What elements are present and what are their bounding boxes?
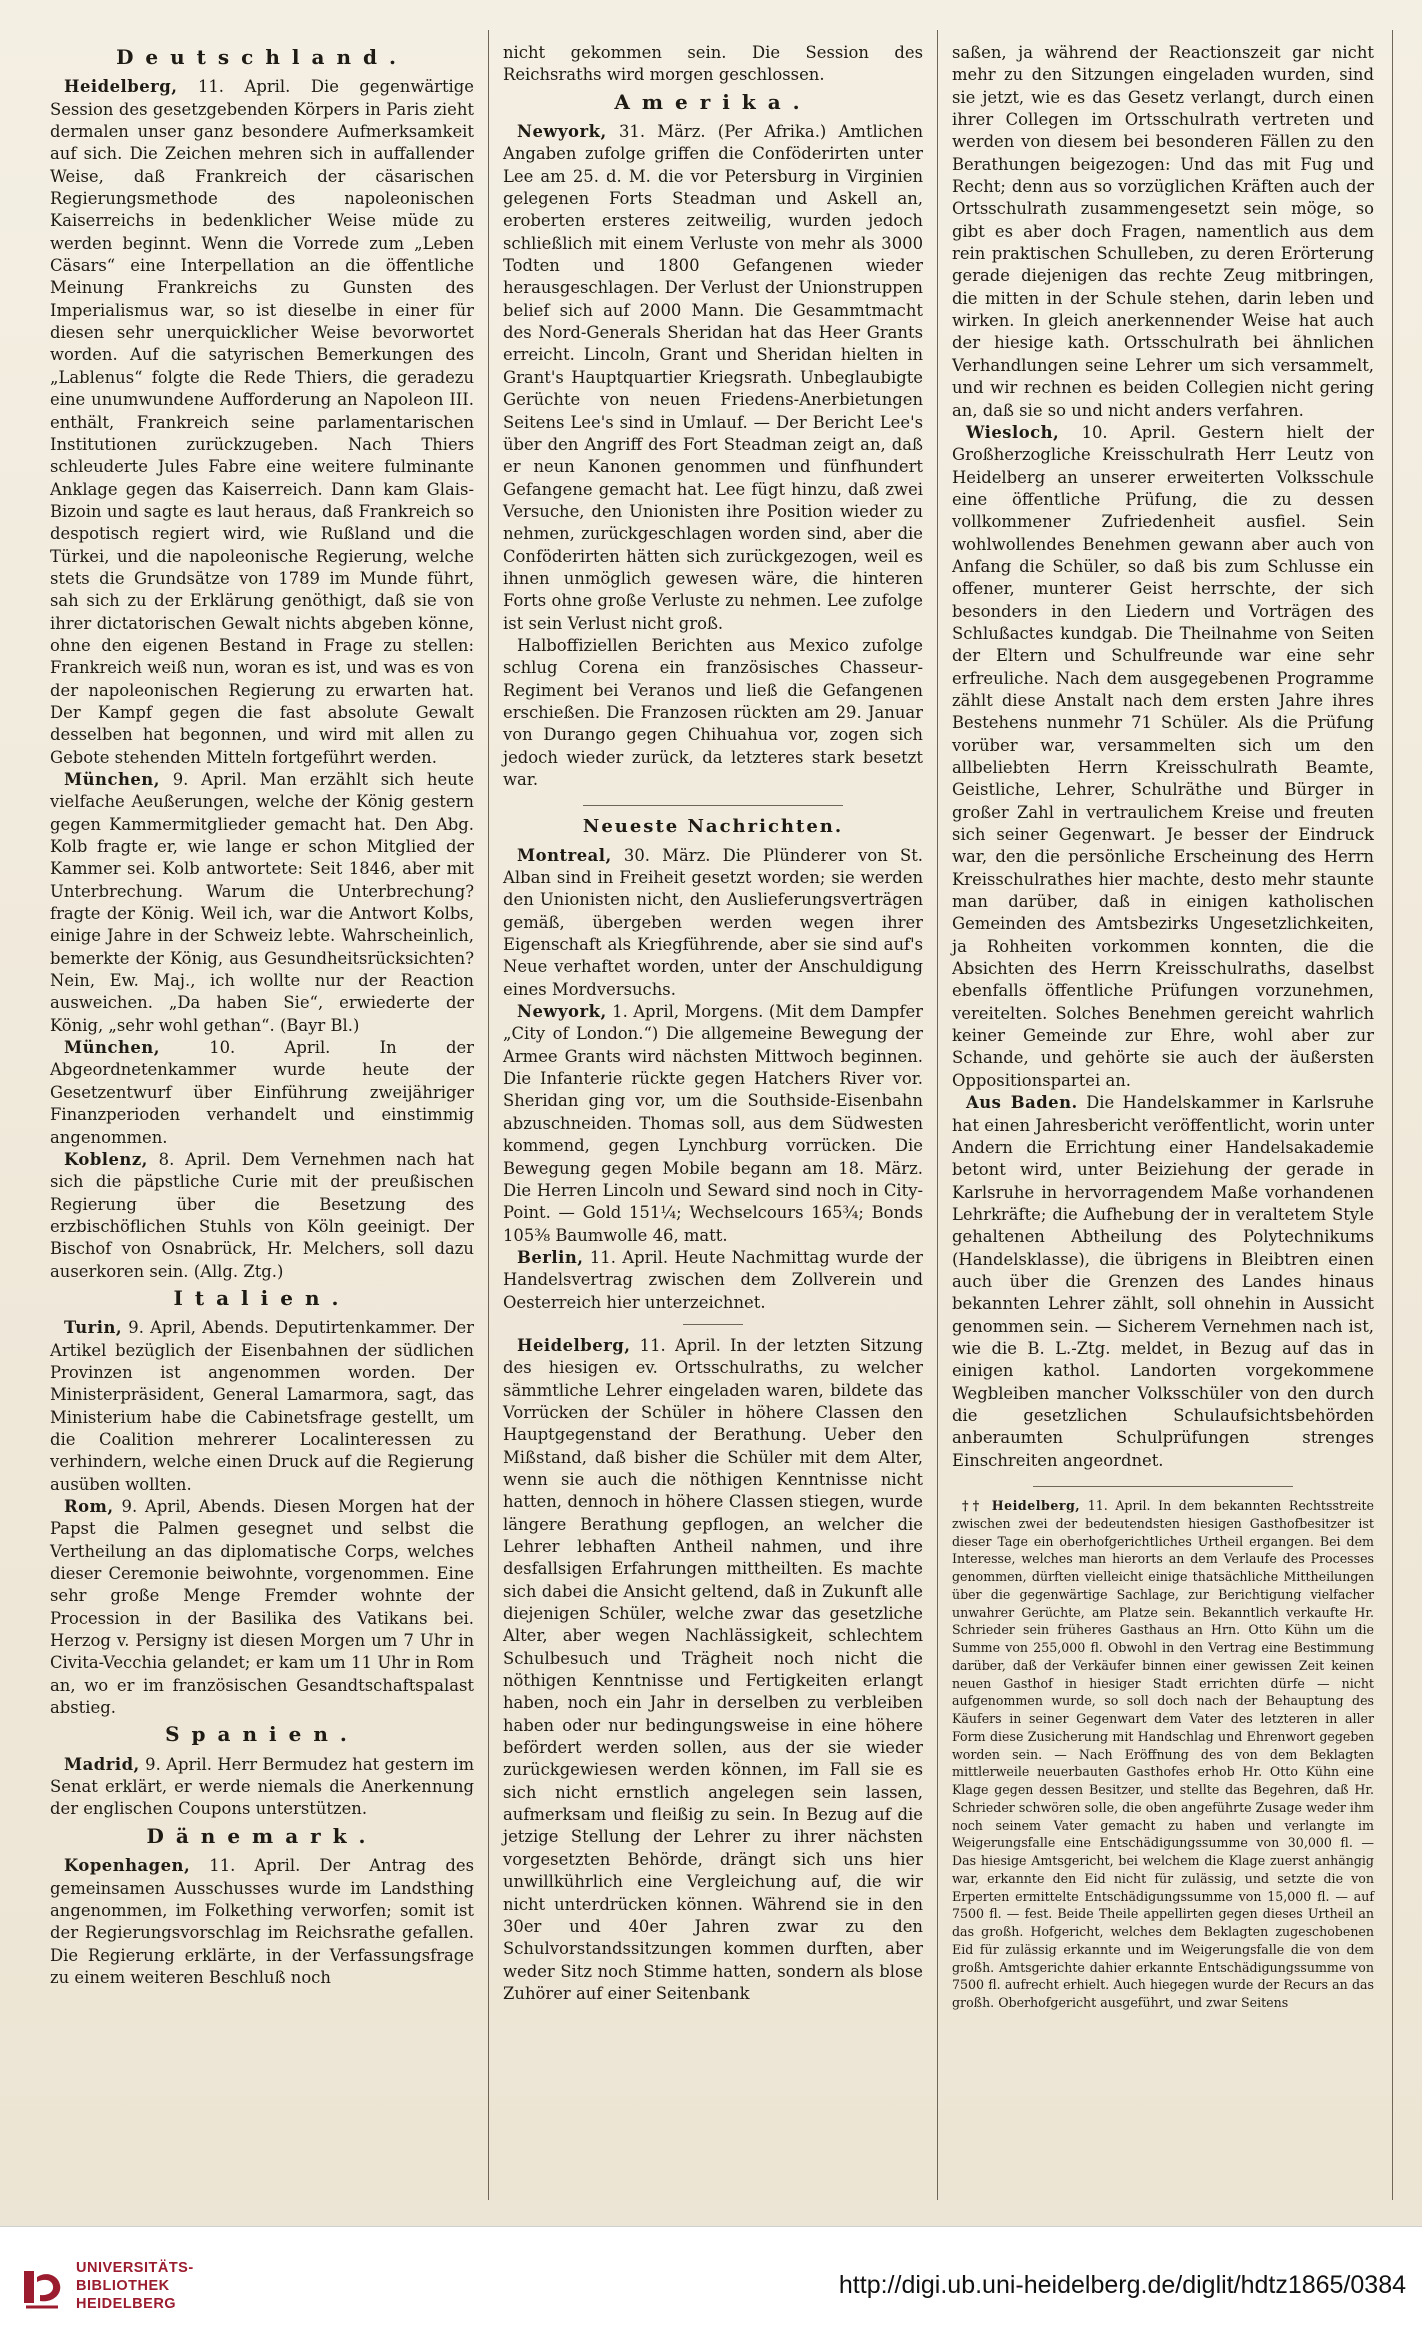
small-print-block xyxy=(952,1497,1374,2012)
dateline: Heidelberg, xyxy=(517,1335,631,1355)
article-text: 11. April. Heute Nachmittag wurde der Handelsvertrag zwischen dem Zollverein und Oesterreich hier unterzeichnet. xyxy=(503,1247,923,1312)
section-heading-neueste-nachrichten: Neueste Nachrichten. xyxy=(582,816,844,838)
column-rule xyxy=(937,30,938,2200)
dateline: München, xyxy=(64,1038,160,1058)
divider xyxy=(1033,1486,1293,1487)
article-text: 11. April. In der letzten Sitzung des hiesigen ev. Ortsschulraths, zu welcher sämmtliche Lehrer eingeladen waren, bildete das Vorrücken der Schüler in höhere Classen den Hauptgegenstand der Berathung. Ueber den Mißstand, daß bisher die Schüler mit dem Alter, wenn sie auch die nöthigen Kenntnisse nicht hatten, dennoch in höhere Classen stiegen, wurde längere Berathung gepflogen, an welcher die Lehrer lebhaften Antheil nahmen, und ihre desfallsigen Erfahrungen mittheilten. Es machte sich dabei die Ansicht geltend, daß in Zukunft alle diejenigen Schüler, welche zwar das gesetzliche Alter, aber wegen Nachlässigkeit, schlechtem Schulbesuch und Trägheit noch nicht die nöthigen Kenntnisse und Fertigkeiten erlangt haben, noch ein Jahr in derselben zu verbleiben haben oder nur bedingungsweise in eine höhere befördert werden sollen, aus der sie wieder zurückgewiesen werden können, im Fall sie es sich nicht ernstlich angelegen sein lassen, aufmerksam und fleißig zu sein. In Bezug auf die jetzige Stellung der Lehrer zu ihrer nächsten vorgesetzten Behörde, drängt sich uns hier unwillkührlich eine Vergleichung auf, die wir nicht unterdrücken können. Während sie in den 30er und 40er Jahren zwar zu den Schulvorstandssitzungen kommen durften, aber weder Sitz noch Stimme hatten, sondern als blose Zuhörer auf einer Seitenbank xyxy=(503,1335,923,2003)
article-text: 11. April. Die gegenwärtige Session des gesetzgebenden Körpers in Paris zieht dermalen unser ganz besondere Aufmerksamkeit auf sich. Die Zeichen mehren sich in auffallender Weise, daß Frankreich der cäsarischen Regierungsmethode des napoleonischen Kaiserreichs in bedenklicher Weise müde zu werden beginnt. Wenn die Vorrede zum „Leben Cäsars“ eine Interpellation an die öffentliche Meinung Frankreichs zu Gunsten des Imperialismus war, so ist dieselbe in einer für diesen sehr unerquicklicher Weise bevorwortet worden. Auf die satyrischen Bemerkungen des „Lablenus“ folgte die Rede Thiers, die geradezu eine unumwundene Aufforderung an Napoleon III. enthält, Frankreich seine parlamentarischen Institutionen zurückzugeben. Nach Thiers schleuderte Jules Fabre eine weitere fulminante Anklage gegen das Kaiserreich. Dann kam Glais-Bizoin und sagte es laut heraus, daß Frankreich so despotisch regiert wird, wie Rußland und die Türkei, und die napoleonische Regierung, welche stets die Grundsätze von 1789 im Munde führt, sah sich zu der Erklärung genöthigt, daß sie von ihrer dictatorischen Gewalt nichts abgeben könne, ohne den eigenen Bestand in Frage zu stellen: Frankreich weiß nun, woran es ist, und was es von der napoleonischen Regierung zu erwarten hat. Der Kampf gegen die fast absolute Gewalt desselben hat begonnen, und wird mit allen zu Gebote stehenden Mitteln fortgeführt werden. xyxy=(50,77,474,767)
dateline: Newyork, xyxy=(517,122,607,142)
continued-text: saßen, ja während der Reactionszeit gar nicht mehr zu den Sitzungen eingeladen wurden, sind sie jetzt, wie es das Gesetz verlangt, durch einen ihrer Collegen im Ortsschulrath vertreten und werden von diesem bei besonderen Fällen zu den Berathungen beigezogen: Und das mit Fug und Recht; denn aus so vorzüglichen Kräften auch der Ortsschulrath zusammengesetzt sein möge, so gibt es aber doch Fragen, namentlich aus dem rein praktischen Schulleben, zu deren Erörterung gerade diejenigen das rechte Zeug mitbringen, die mitten in der Schule stehen, darin leben und wirken. In gleich anerkennender Weise hat auch der hiesige kath. Ortsschulrath bei ähnlichen Verhandlungen seine Lehrer um sich versammelt, und wir rechnen es beiden Collegien nicht gering an, daß sie so und nicht anders verfahren. xyxy=(952,43,1374,420)
article-heidelberg-2 xyxy=(503,1335,923,2005)
article-text: 9. April. Herr Bermudez hat gestern im Senat erklärt, er werde niemals die Anerkennung der englischen Coupons unterstützen. xyxy=(50,1754,474,1819)
dateline: Heidelberg, xyxy=(64,77,178,97)
article-text: 9. April, Abends. Deputirtenkammer. Der Artikel bezüglich der Eisenbahnen der südlichen Provinzen ist angenommen worden. Der Ministerpräsident, General Lamarmora, sagt, das Ministerium habe die Cabinetsfrage gestellt, um die Coalition mehrerer Localinteressen zu verhindern, welche einen Druck auf die Regierung ausüben wollten. xyxy=(50,1318,474,1494)
article-heidelberg-3 xyxy=(952,1497,1374,2012)
column-rule xyxy=(488,30,489,2200)
article-newyork-2 xyxy=(503,1001,923,1247)
dateline: Berlin, xyxy=(517,1247,584,1267)
section-heading-spanien: Spanien. xyxy=(165,1722,359,1747)
dateline: Kopenhagen, xyxy=(64,1856,191,1876)
dateline: Newyork, xyxy=(517,1002,607,1022)
article-text: 9. April, Abends. Diesen Morgen hat der Papst die Palmen gesegnet und selbst die Vertheilung an das diplomatische Corps, welches dieser Ceremonie beiwohnte, vorgenommen. Eine sehr große Menge Fremder wohnte der Procession in der Basilika des Vatikans bei. Herzog v. Persigny ist diesen Morgen um 7 Uhr in Civita-Vecchia gelandet; er kam um 11 Uhr in Rom an, wo er im französischen Gesandtschaftspalast abstieg. xyxy=(50,1497,474,1718)
university-library-logo-icon xyxy=(18,2263,66,2311)
article-muenchen-2 xyxy=(50,1037,474,1149)
article-text: 30. März. Die Plünderer von St. Alban sind in Freiheit gesetzt worden; sie werden den Unionisten nicht, den Auslieferungsverträgen gemäß, übergeben werden wegen ihrer Eigenschaft als Kriegführende, aber sie sind auf's Neue verhaftet worden, unter der Anschuldigung eines Mordversuchs. xyxy=(503,845,923,999)
article-heidelberg xyxy=(50,76,474,769)
article-text: 11. April. Der Antrag des gemeinsamen Ausschusses wurde im Landsthing angenommen, im Folkething verworfen; somit ist der Regierungsvorschlag im Reichsrathe gefallen. Die Regierung erklärte, in der Verfassungsfrage zu einem weiteren Beschluß noch xyxy=(50,1856,474,1987)
article-koblenz xyxy=(50,1149,474,1283)
dateline: Koblenz, xyxy=(64,1149,148,1169)
dateline: Aus Baden. xyxy=(966,1093,1078,1113)
section-heading-amerika: Amerika. xyxy=(614,89,812,114)
article-baden xyxy=(952,1092,1374,1472)
article-kopenhagen xyxy=(50,1855,474,1989)
article-rom xyxy=(50,1496,474,1719)
library-name-line: HEIDELBERG xyxy=(76,2296,177,2312)
article-madrid xyxy=(50,1754,474,1821)
permalink-url[interactable]: http://digi.ub.uni-heidelberg.de/diglit/hdtz1865/0384 xyxy=(838,2271,1406,2299)
dateline: Turin, xyxy=(64,1318,123,1338)
dateline: †† Heidelberg, xyxy=(962,1498,1081,1513)
article-text: 8. April. Dem Vernehmen nach hat sich die päpstliche Curie mit der preußischen Regierung über die Besetzung des erzbischöflichen Stuhls von Köln geeinigt. Der Bischof von Osnabrück, Hr. Melchers, soll dazu auserkoren sein. (Allg. Ztg.) xyxy=(50,1149,474,1281)
library-name-line: UNIVERSITÄTS- xyxy=(76,2260,194,2276)
dateline: Wiesloch, xyxy=(966,422,1060,442)
article-text: 1. April, Morgens. (Mit dem Dampfer „City of London.“) Die allgemeine Bewegung der Armee Grants wird nächsten Mittwoch beginnen. Die Infanterie rückte gegen Hatchers River vor. Sheridan ging vor, um die Southside-Eisenbahn abzuschneiden. Thomas soll, aus dem Südwesten kommend, gegen Lynchburg vorrücken. Die Bewegung gegen Mobile begann am 18. März. Die Herren Lincoln und Seward sind noch in City-Point. — Gold 151¼; Wechselcours 165¾; Bonds 105⅜ Baumwolle 46, matt. xyxy=(503,1002,923,1245)
divider xyxy=(583,805,843,806)
dateline: Rom, xyxy=(64,1497,114,1516)
article-berlin xyxy=(503,1247,923,1314)
library-footer xyxy=(0,2226,1422,2350)
article-muenchen-1 xyxy=(50,769,474,1037)
section-heading-italien: Italien. xyxy=(173,1285,351,1310)
divider xyxy=(683,1324,743,1325)
article-text: 11. April. In dem bekannten Rechtsstreite zwischen zwei der bedeutendsten hiesigen Gasthofbesitzer ist dieser Tage ein oberhofgerichtliches Urtheil ergangen. Bei dem Interesse, welches man hierorts an dem Verlaufe des Processes genommen, dürften vielleicht einige thatsächliche Mittheilungen über die gegenwärtige Sachlage, zur Berichtigung vielfacher unwahrer Gerüchte, am Platze sein. Bekanntlich verkaufte Hr. Schrieder sein früheres Gasthaus an Hrn. Otto Kühn um die Summe von 255,000 fl. Obwohl in den Vertrag eine Bestimmung darüber, daß der Verkäufer binnen einer gewissen Zeit keinen neuen Gasthof in hiesiger Stadt errichten dürfe — nicht aufgenommen wurde, so soll doch nach der Behauptung des Käufers in seiner Gegenwart dem Vater des letzteren in aller Form diese Zusicherung mit Handschlag und Ehrenwort gegeben worden sein. — Nach Eröffnung des von dem Beklagten mittlerweile neuerbauten Gasthofes erhob Hr. Otto Kühn eine Klage gegen dessen Besitzer, und stellte das Begehren, daß Hr. Schrieder schwören solle, die oben angeführte Zusage weder ihm noch seinem Vater gemacht zu haben und verlangte im Weigerungsfalle eine Entschädigungssumme von 30,000 fl. — Das hiesige Amtsgericht, bei welchem die Klage zuerst anhängig war, erkannte den Eid nicht für zulässig, und setzte die von Erperten ermittelte Entschädigungssumme von 15,000 fl. — auf 7500 fl. — fest. Beide Theile appellirten gegen dieses Urtheil an das großh. Hofgericht, welches dem Beklagten zugeschobenen Eid für zulässig erkannte und im Weigerungsfalle die von dem großh. Amtsgerichte dahier erkannte Entschädigungssumme von 7500 fl. aufrecht erhielt. Auch hiegegen wurde der Recurs an das großh. Oberhofgericht ausgeführt, und zwar Seitens xyxy=(952,1498,1374,2010)
dateline: Montreal, xyxy=(517,845,612,865)
continued-text: nicht gekommen sein. Die Session des Reichsraths wird morgen geschlossen. xyxy=(503,43,923,85)
article-text: 10. April. In der Abgeordnetenkammer wurde heute der Gesetzentwurf über Einführung zweijähriger Finanzperioden verhandelt und einstimmig angenommen. xyxy=(50,1038,474,1147)
library-name xyxy=(76,2259,194,2313)
column-1 xyxy=(50,42,474,1989)
article-newyork-1 xyxy=(503,121,923,635)
column-3 xyxy=(952,42,1374,2012)
article-text: 10. April. Gestern hielt der Großherzogliche Kreisschulrath Herr Leutz von Heidelberg an unserer erweiterten Volksschule eine öffentliche Prüfung, die zu dessen vollkommener Zufriedenheit ausfiel. Sein wohlwollendes Benehmen gewann aber auch von Anfang die Schüler, so daß bis zum Schlusse ein offener, munterer Geist herrschte, der sich besonders in den Liedern und Vorträgen des Schlußactes kundgab. Die Theilnahme von Seiten der Eltern und Schulfreunde war eine sehr erfreuliche. Nach dem ausgegebenen Programme zählt diese Anstalt nach dem ersten Jahre ihres Bestehens nunmehr 71 Schüler. Als die Prüfung vorüber war, versammelten sich um den allbeliebten Herrn Kreisschulrath Beamte, Geistliche, Lehrer, Schulräthe und Bürger in großer Zahl in vertraulichem Kreise und freuten sich seiner Gegenwart. Je besser der Eindruck war, den die persönliche Erscheinung des Herrn Kreisschulrathes hier machte, desto mehr staunte man darüber, daß in einigen katholischen Gemeinden des Amtsbezirks Ungesetzlichkeiten, ja Rohheiten vorkommen konnten, die die Absichten des Herrn Kreisschulraths, daselbst ebenfalls öffentliche Prüfungen vorzunehmen, vereitelten. Solches Benehmen gereicht wahrlich keiner Gemeinde zur Ehre, wohl aber zur Schande, und gehörte sie auch der äußersten Oppositionspartei an. xyxy=(952,422,1374,1090)
article-mexico: Halboffiziellen Berichten aus Mexico zufolge schlug Corena ein französisches Chasseur-Regiment bei Veranos und ließ die Gefangenen erschießen. Die Franzosen rückten am 29. Januar von Durango gegen Chihuahua vor, zogen sich jedoch wieder zurück, da letzteres stark besetzt war. xyxy=(503,635,923,789)
article-wiesloch xyxy=(952,422,1374,1092)
dateline: Madrid, xyxy=(64,1754,140,1774)
section-heading-deutschland: Deutschland. xyxy=(116,45,408,69)
article-turin xyxy=(50,1317,474,1496)
dateline: München, xyxy=(64,770,160,789)
section-heading-daenemark: Dänemark. xyxy=(146,1823,378,1848)
column-2 xyxy=(503,42,923,2005)
column-rule xyxy=(1392,30,1393,2200)
article-text: 31. März. (Per Afrika.) Amtlichen Angaben zufolge griffen die Conföderirten unter Lee am 25. d. M. die vor Petersburg in Virginien gelegenen Forts Steadman und Askell an, eroberten ersteres zeitweilig, wurden jedoch schließlich mit einem Verluste von mehr als 3000 Todten und 1800 Gefangenen wieder herausgeschlagen. Der Verlust der Unionstruppen belief sich auf 2000 Mann. Die Gesammtmacht des Nord-Generals Sheridan hat das Heer Grants erreicht. Lincoln, Grant und Sheridan hielten in Grant's Hauptquartier Kriegsrath. Unbeglaubigte Gerüchte von neuen Friedens-Anerbietungen Seitens Lee's sind in Umlauf. — Der Bericht Lee's über den Angriff des Fort Steadman zeigt an, daß er neun Kanonen genommen und fünfhundert Gefangene gemacht hat. Lee fügt hinzu, daß zwei Versuche, den Unionisten ihre Position wieder zu nehmen, zurückgeschlagen worden sind, aber die Conföderirten hätten sich zurückgezogen, weil es ihnen unmöglich gewesen wäre, die hinteren Forts ohne große Verluste zu nehmen. Lee zufolge ist sein Verlust nicht groß. xyxy=(503,122,924,633)
article-text: Die Handelskammer in Karlsruhe hat einen Jahresbericht veröffentlicht, worin unter Andern die Errichtung einer Handelsakademie betont wird, unter Beiziehung der gerade in Karlsruhe in hervorragendem Maße vorhandenen Lehrkräfte; die Aufhebung der in veraltetem Style gehaltenen Abtheilung des Polytechnikums (Handelsklasse), die übrigens in Bleibtren einen auch über die Grenzen des Landes hinaus bekannten Lehrer zählt, soll ohnehin in Aussicht genommen sein. — Sicherem Vernehmen nach ist, wie die B. L.-Ztg. meldet, in Bezug auf das in einigen kathol. Landorten vorgekommene Wegbleiben mancher Volksschüler von den durch die gesetzlichen Schulaufsichtsbehörden anberaumten Schulprüfungen strenges Einschreiten angeordnet. xyxy=(952,1093,1375,1470)
article-montreal xyxy=(503,845,923,1001)
article-text: 9. April. Man erzählt sich heute vielfache Aeußerungen, welche der König gestern gegen Kammermitglieder gemacht hat. Den Abg. Kolb fragte er, wie lange er schon Mitglied der Kammer sei. Kolb antwortete: Seit 1846, aber mit Unterbrechung. Warum die Unterbrechung? fragte der König. Weil ich, war die Antwort Kolbs, einige Jahre in der Schweiz lebte. Wahrscheinlich, bemerkte der König, aus Gesundheitsrücksichten? Nein, Ew. Maj., ich wollte nur der Reaction ausweichen. „Da haben Sie“, erwiederte der König, „sehr wohl gethan“. (Bayr Bl.) xyxy=(50,770,474,1035)
library-name-line: BIBLIOTHEK xyxy=(76,2278,170,2294)
